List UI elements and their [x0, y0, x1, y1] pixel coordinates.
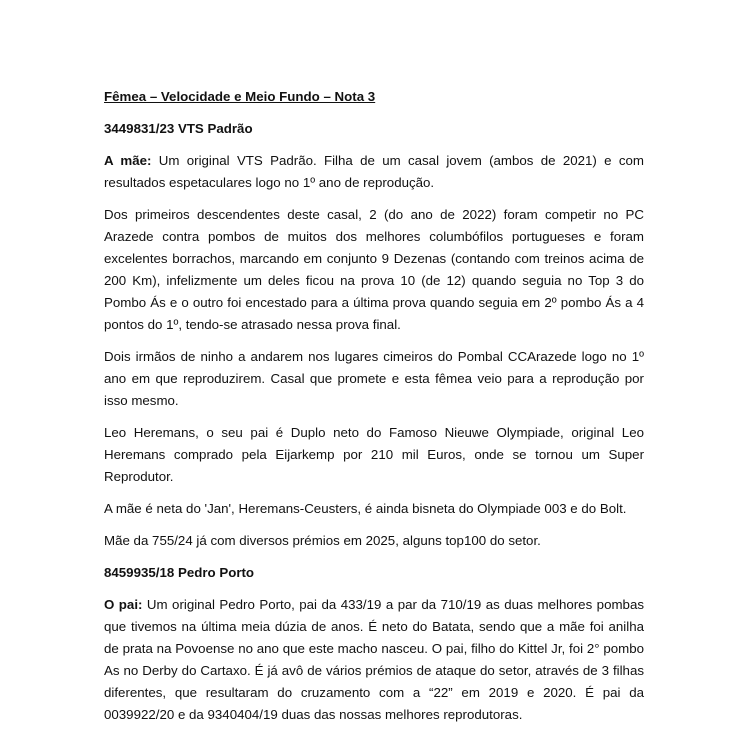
document-page — [104, 86, 644, 736]
father-label: O pai: — [104, 597, 143, 612]
section-heading-pedro-porto: 8459935/18 Pedro Porto — [104, 565, 255, 580]
paragraph-offspring: Mãe da 755/24 já com diversos prémios em 2025, alguns top100 do setor. — [104, 533, 541, 548]
father-text: Um original Pedro Porto, pai da 433/19 a par da 710/19 as duas melhores pombas que tivemos na última meia dúzia de anos. É neto do Batata, sendo que a mãe foi anilha de prata na Povoense no ano que este macho nasceu. O pai, filho do Kittel Jr, foi 2° pombo As no Derby do Cartaxo. É já avô de vários prémios de ataque do setor, através de 3 filhas diferentes, que resultaram do cruzamento com a “22” em 2019 e 2020. É pai da 0039922/20 e da 9340404/19 duas das nossas melhores reprodutoras. — [104, 597, 644, 722]
mother-text: Um original VTS Padrão. Filha de um casal jovem (ambos de 2021) e com resultados espetaculares logo no 1º ano de reprodução. — [104, 153, 644, 190]
paragraph-descendants: Dos primeiros descendentes deste casal, 2 (do ano de 2022) foram competir no PC Arazede contra pombos de muitos dos melhores columbófilos portugueses e foram excelentes borrachos, marcando em conjunto 9 Dezenas (contando com treinos acima de 200 Km), infelizmente um deles ficou na prova 10 (de 12) quando seguia no Top 3 do Pombo Ás e o outro foi encestado para a última prova quando seguia em 2º pombo Ás a 4 pontos do 1º, tendo-se atrasado nessa prova final. — [104, 207, 644, 332]
paragraph-heremans: Leo Heremans, o seu pai é Duplo neto do Famoso Nieuwe Olympiade, original Leo Heremans comprado pela Eijarkemp por 210 mil Euros, onde se tornou um Super Reprodutor. — [104, 425, 644, 484]
mother-label: A mãe: — [104, 153, 152, 168]
paragraph-siblings: Dois irmãos de ninho a andarem nos lugares cimeiros do Pombal CCArazede logo no 1º ano em que reproduzirem. Casal que promete e esta fêmea veio para a reprodução por isso mesmo. — [104, 349, 644, 408]
section-heading-padrao: 3449831/23 VTS Padrão — [104, 121, 253, 136]
father-paragraph — [104, 594, 644, 726]
paragraph-jan: A mãe é neta do 'Jan', Heremans-Ceusters, é ainda bisneta do Olympiade 003 e do Bolt. — [104, 501, 627, 516]
mother-paragraph — [104, 150, 644, 194]
document-title: Fêmea – Velocidade e Meio Fundo – Nota 3 — [104, 89, 376, 104]
